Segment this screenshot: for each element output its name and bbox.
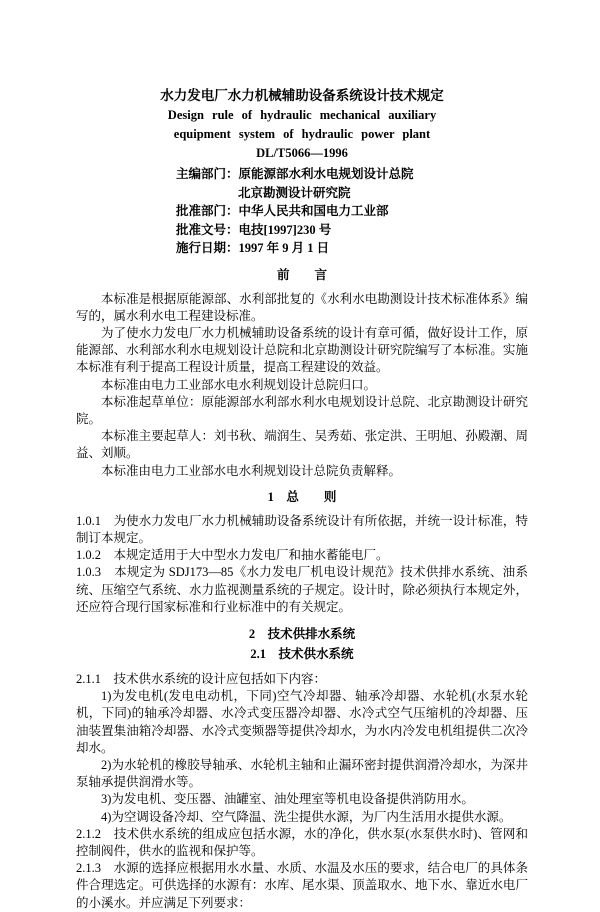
clause-1-0-3: 1.0.3 本规定为 SDJ173—85《水力发电厂机电设计规范》技术供排水系统、油系统、压缩空气系统、水力监视测量系统的子规定。设计时，除必须执行本规定外，还应符合现行国家标准和行业标准中的有关规定。 [76, 565, 528, 614]
clause-2-1-3: 2.1.3 水源的选择应根据用水水量、水质、水温及水压的要求，结合电厂的具体条件合理选定。可供选择的水源有：水库、尾水渠、顶盖取水、地下水、靠近水电厂的小溪水。并应满足下列要求： [76, 861, 528, 910]
foreword-heading: 前 言 [276, 267, 327, 282]
document-title-en-line2: equipment system of hydraulic power plant [173, 127, 431, 141]
clause-2-1-1-item: 4)为空调设备冷却、空气降温、洗尘提供水源，为厂内生活用水提供水源。 [101, 809, 512, 824]
meta-label: 批准部门： [176, 204, 239, 218]
foreword-paragraph: 本标准由电力工业部水电水利规划设计总院归口。 [101, 377, 377, 392]
clause-1-0-1: 1.0.1 为使水力发电厂水力机械辅助设备系统设计有所依据，并统一设计标准，特制订本规定。 [76, 513, 528, 545]
meta-line-editor-2 [176, 184, 528, 203]
meta-label: 施行日期： [176, 241, 239, 255]
meta-line-editor [176, 165, 528, 184]
clause-1-0-2: 1.0.2 本规定适用于大中型水力发电厂和抽水蓄能电厂。 [76, 548, 389, 563]
meta-label: 批准文号： [176, 222, 239, 237]
foreword-paragraph: 本标准是根据原能源部、水利部批复的《水利水电勘测设计技术标准体系》编写的，属水利水电工程建设标准。 [76, 291, 528, 323]
meta-block [176, 165, 528, 258]
foreword-paragraph: 本标准起草单位：原能源部水利部水利水电规划设计总院、北京勘测设计研究院。 [76, 394, 528, 426]
section-1-body [76, 513, 528, 616]
clause-2-1-2: 2.1.2 技术供水系统的组成应包括水源，水的净化，供水泵(水泵供水时)、管网和控制阀件，供水的监视和保护等。 [76, 826, 528, 858]
foreword-paragraph: 为了使水力发电厂水力机械辅助设备系统的设计有章可循，做好设计工作，原能源部、水利部水利水电规划设计总院和北京勘测设计研究院编写了本标准。实施本标准有利于提高工程设计质量，提高工程建设的效益。 [76, 325, 528, 375]
document-title-en-line1: Design rule of hydraulic mechanical auxiliary [167, 108, 437, 122]
standard-number: DL/T5066—1996 [256, 146, 348, 160]
meta-value: 电技[1997]230 号 [238, 222, 332, 237]
clause-2-1-1-item: 1)为发电机(发电电动机，下同)空气冷却器、轴承冷却器、水轮机(水泵水轮机，下同)的轴承冷却器、水冷式变压器冷却器、水冷式空气压缩机的冷却器、压油装置集油箱冷却器、水冷式变频器等提供冷却水，为水内冷发电机组提供二次冷却水。 [76, 689, 528, 755]
section-2-1-body [76, 671, 528, 912]
clause-2-1-1-item: 3)为发电机、变压器、油罐室、油处理室等机电设备提供消防用水。 [101, 792, 474, 807]
meta-label: 主编部门： [176, 167, 239, 181]
section-2-1-heading: 2.1 技术供水系统 [250, 646, 354, 661]
meta-line-approver [176, 202, 528, 221]
foreword-paragraph: 本标准由电力工业部水电水利规划设计总院负责解释。 [101, 463, 402, 478]
clause-2-1-1: 2.1.1 技术供水系统的设计应包括如下内容： [76, 671, 327, 686]
meta-value: 1997 年 9 月 1 日 [238, 241, 330, 255]
meta-value: 中华人民共和国电力工业部 [238, 204, 389, 218]
document-title-cn: 水力发电厂水力机械辅助设备系统设计技术规定 [160, 88, 444, 103]
meta-line-doc-no [176, 221, 528, 240]
section-2-heading: 2 技术供排水系统 [248, 626, 356, 641]
foreword-paragraph: 本标准主要起草人：刘书秋、端润生、吴秀茹、张定洪、王明旭、孙殿潮、周益、刘顺。 [76, 429, 528, 461]
meta-line-date [176, 239, 528, 258]
section-1-heading: 1 总 则 [267, 489, 337, 504]
foreword-section [76, 291, 528, 480]
clause-2-1-1-item: 2)为水轮机的橡胶导轴承、水轮机主轴和止漏环密封提供润滑冷却水，为深井泵轴承提供润滑水等。 [76, 757, 528, 790]
meta-value: 原能源部水利水电规划设计总院 [238, 167, 414, 181]
meta-value: 北京勘测设计研究院 [238, 185, 351, 200]
